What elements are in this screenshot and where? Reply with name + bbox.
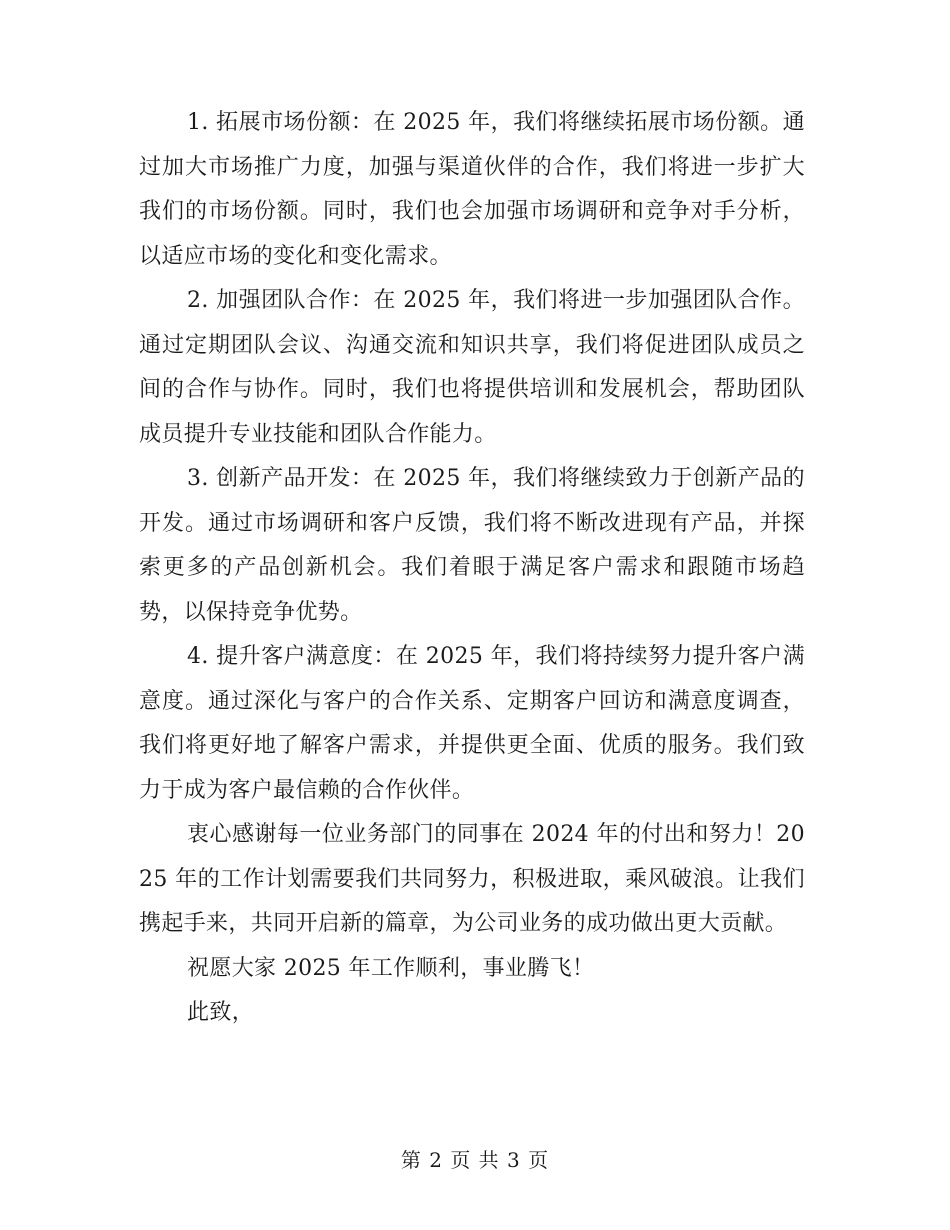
paragraph-team-cooperation: 2. 加强团队合作：在 2025 年，我们将进一步加强团队合作。通过定期团队会议、沟通交流和知识共享，我们将促进团队成员之间的合作与协作。同时，我们也将提供培训和发展机会，帮助团队成员提升专业技能和团队合作能力。 bbox=[139, 288, 805, 447]
paragraph-thanks: 衷心感谢每一位业务部门的同事在 2024 年的付出和努力！2025 年的工作计划需要我们共同努力，积极进取，乘风破浪。让我们携起手来，共同开启新的篇章，为公司业务的成功做出更大贡献。 bbox=[139, 822, 805, 936]
paragraph-market-share: 1. 拓展市场份额：在 2025 年，我们将继续拓展市场份额。通过加大市场推广力度，加强与渠道伙伴的合作，我们将进一步扩大我们的市场份额。同时，我们也会加强市场调研和竞争对手分析，以适应市场的变化和变化需求。 bbox=[139, 110, 805, 269]
paragraph-wishes: 祝愿大家 2025 年工作顺利，事业腾飞！ bbox=[187, 955, 595, 981]
document-body bbox=[139, 101, 805, 1036]
page-number-footer: 第 2 页 共 3 页 bbox=[400, 1148, 550, 1172]
paragraph-customer-satisfaction: 4. 提升客户满意度：在 2025 年，我们将持续努力提升客户满意度。通过深化与客户的合作关系、定期客户回访和满意度调查，我们将更好地了解客户需求，并提供更全面、优质的服务。我们致力于成为客户最信赖的合作伙伴。 bbox=[139, 644, 805, 803]
paragraph-product-innovation: 3. 创新产品开发：在 2025 年，我们将继续致力于创新产品的开发。通过市场调研和客户反馈，我们将不断改进现有产品，并探索更多的产品创新机会。我们着眼于满足客户需求和跟随市场趋势，以保持竞争优势。 bbox=[139, 466, 805, 625]
paragraph-closing: 此致， bbox=[187, 1000, 255, 1025]
